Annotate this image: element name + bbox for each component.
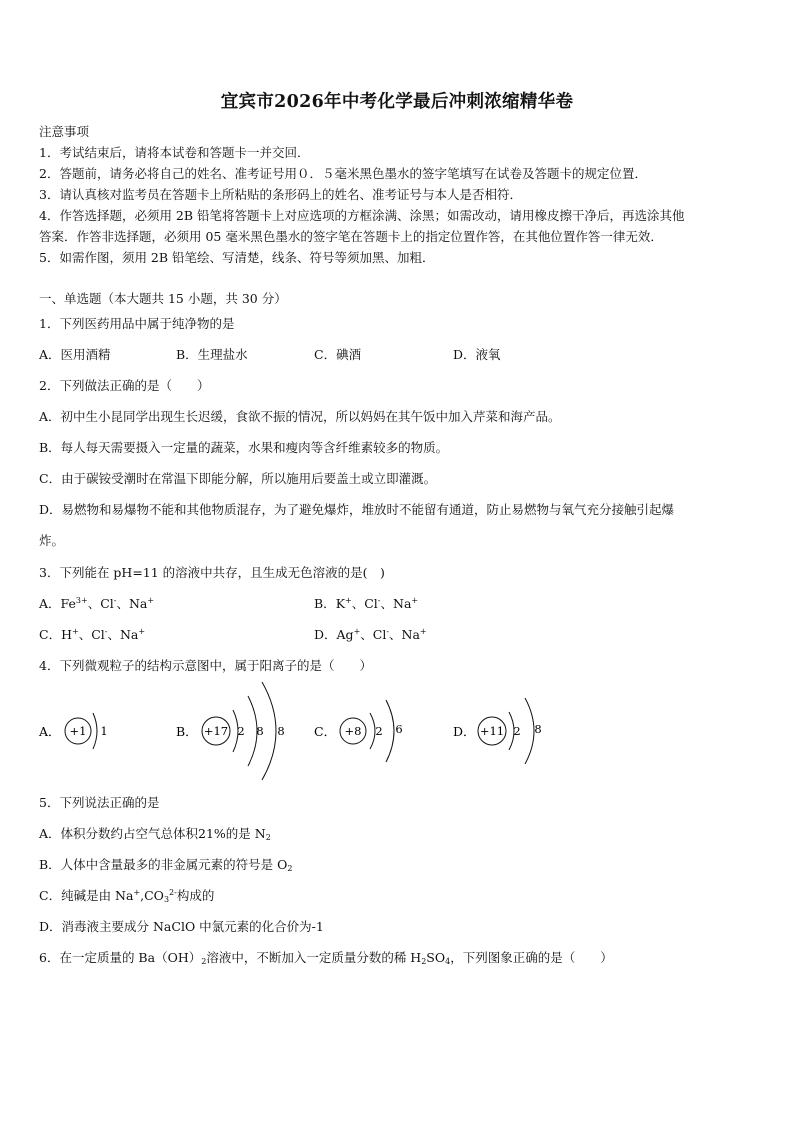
atom-c-shell-2 xyxy=(386,700,394,762)
atom-a-shell-1-count: 1 xyxy=(100,724,108,738)
atom-c-label: C． xyxy=(314,724,337,739)
atom-b-nucleus-charge: +17 xyxy=(203,724,229,738)
atom-a-nucleus-charge: +1 xyxy=(69,724,87,738)
question-4-stem: 4．下列微观粒子的结构示意图中，属于阳离子的是（ ） xyxy=(39,658,372,673)
q1-option-b: B．生理盐水 xyxy=(176,347,248,362)
atom-c-shell-1-count: 2 xyxy=(375,724,383,738)
question-6-stem: 6．在一定质量的 $Ba(OH)_2$溶液中，不断加入一定质量分数的稀 $H_2SO_4$，下列图象正确的是（ ） xyxy=(39,950,613,966)
atom-b-shell-1-count: 2 xyxy=(237,724,245,738)
atom-c-nucleus-charge: +8 xyxy=(344,724,362,738)
q2-option-b: B．每人每天需要摄入一定量的蔬菜，水果和瘦肉等含纤维素较多的物质。 xyxy=(39,440,449,455)
q5-option-a: A．体积分数约占空气总体积21%的是 $N_2$ xyxy=(39,826,271,842)
atom-c-shell-2-count: 6 xyxy=(395,722,403,736)
atom-d-nucleus-charge: +11 xyxy=(479,724,505,738)
page-title: 宜宾市2026年中考化学最后冲刺浓缩精华卷 xyxy=(220,92,574,112)
atom-b-shell-3 xyxy=(262,682,276,780)
section-heading: 一、单选题（本大题共 15 小题，共 30 分） xyxy=(39,291,287,306)
atom-d-shell-2 xyxy=(525,698,534,764)
q1-option-d: D．液氧 xyxy=(453,347,501,362)
q5-option-d: D．消毒液主要成分 NaClO 中氯元素的化合价为-1 xyxy=(39,919,324,934)
notice-item-3: 3．请认真核对监考员在答题卡上所粘贴的条形码上的姓名、准考证号与本人是否相符． xyxy=(39,187,522,202)
q2-option-d: D．易燃物和易爆物不能和其他物质混存，为了避免爆炸，堆放时不能留有通道，防止易燃物与氧气充分接触引起爆 xyxy=(39,502,675,517)
atom-c-shell-1 xyxy=(370,713,375,749)
q5-option-c: C．纯碱是由 $Na^+,CO_3^{2-}$构成的 xyxy=(39,888,215,904)
atom-d-label: D． xyxy=(453,724,476,739)
question-5-stem: 5．下列说法正确的是 xyxy=(39,795,160,810)
q3-option-d: D．Ag+、Cl-、Na+ xyxy=(314,627,427,642)
q3-option-c: C．H+、Cl-、Na+ xyxy=(39,627,146,642)
notice-item-1: 1．考试结束后，请将本试卷和答题卡一并交回． xyxy=(39,145,310,160)
atom-b-shell-2-count: 8 xyxy=(256,724,264,738)
q2-option-c: C．由于碳铵受潮时在常温下即能分解，所以施用后要盖土或立即灌溉。 xyxy=(39,471,437,486)
q1-option-c: C．碘酒 xyxy=(314,347,362,362)
question-1-stem: 1．下列医药用品中属于纯净物的是 xyxy=(39,316,235,331)
atom-a-shell-1 xyxy=(93,713,97,749)
q5-option-b: B．人体中含量最多的非金属元素的符号是 $O_2$ xyxy=(39,857,293,873)
notice-item-5: 5．如需作图，须用 2B 铅笔绘、写清楚，线条、符号等须加黑、加粗． xyxy=(39,250,435,265)
q1-option-a: A．医用酒精 xyxy=(39,347,111,362)
q2-option-d-cont: 炸。 xyxy=(39,533,65,548)
notice-heading: 注意事项 xyxy=(39,124,90,139)
atom-b-label: B． xyxy=(176,724,198,739)
atom-d-shell-2-count: 8 xyxy=(534,722,542,736)
atom-a-label: A． xyxy=(39,724,61,739)
q3-option-a: A．$Fe^{3+}$、Cl-、Na+ xyxy=(39,596,155,611)
atom-b-shell-3-count: 8 xyxy=(277,724,285,738)
question-3-stem: 3．下列能在 pH=11 的溶液中共存，且生成无色溶液的是( ) xyxy=(39,565,385,580)
question-2-stem: 2．下列做法正确的是（ ） xyxy=(39,378,210,393)
notice-item-4: 4．作答选择题，必须用 2B 铅笔将答题卡上对应选项的方框涂满、涂黑；如需改动，请用橡皮擦干净后，再选涂其他 xyxy=(39,208,685,223)
atom-structure-diagrams xyxy=(0,676,794,786)
notice-item-4-cont: 答案．作答非选择题，必须用 05 毫米黑色墨水的签字笔在答题卡上的指定位置作答，在其他位置作答一律无效． xyxy=(39,229,663,244)
atom-d-shell-1-count: 2 xyxy=(513,724,521,738)
q3-option-b: B．K+、Cl-、Na+ xyxy=(314,596,419,611)
notice-item-2: 2．答题前，请务必将自己的姓名、准考证号用０．５毫米黑色墨水的签字笔填写在试卷及答题卡的规定位置． xyxy=(39,166,647,181)
q2-option-a: A．初中生小昆同学出现生长迟缓，食欲不振的情况，所以妈妈在其午饭中加入芹菜和海产品。 xyxy=(39,409,561,424)
